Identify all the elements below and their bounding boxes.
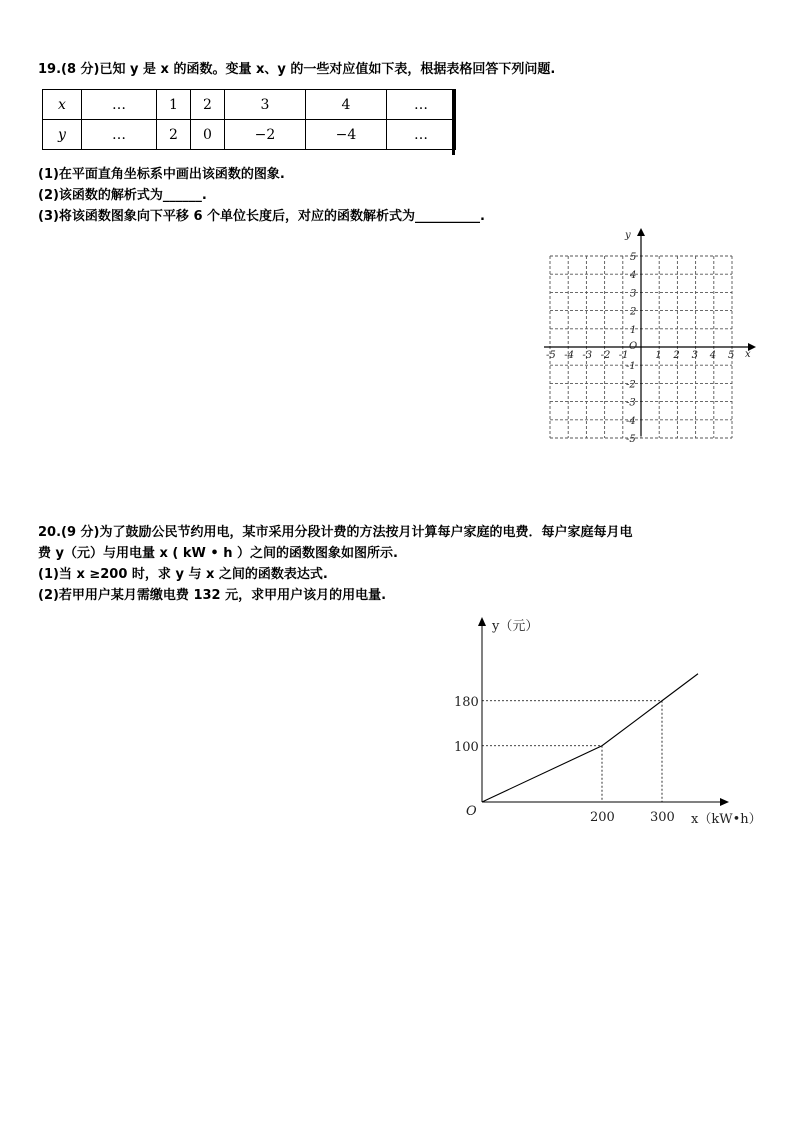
x-tick-label: -1 (618, 350, 629, 361)
y-tick-label: 1 (630, 324, 637, 336)
table-cell: −4 (306, 120, 387, 150)
table-cell: y (43, 120, 82, 150)
x-tick-label: 2 (673, 350, 680, 361)
q20-part-1: (1)当 x ≥200 时，求 y 与 x 之间的函数表达式. (38, 567, 328, 582)
x-tick-label: 300 (650, 810, 675, 825)
origin-label: O (629, 341, 638, 352)
y-tick-label: -3 (626, 397, 636, 409)
table-cell: 4 (306, 90, 387, 120)
q19-part-3: (3)将该函数图象向下平移 6 个单位长度后，对应的函数解析式为__________. (38, 209, 485, 224)
origin-label: O (466, 804, 477, 819)
x-tick-label: -2 (600, 350, 611, 361)
table-cell: 2 (191, 90, 225, 120)
x-axis-label: x (745, 349, 751, 360)
q19-title: 19.(8 分)已知 y 是 x 的函数。变量 x、y 的一些对应值如下表，根据表格回答下列问题. (38, 62, 556, 77)
series-line (482, 674, 698, 802)
y-axis-arrow-icon (478, 617, 486, 626)
table-right-border (452, 89, 455, 155)
y-tick-label: 2 (630, 306, 637, 318)
table-cell: 1 (157, 90, 191, 120)
q20-title-line-1: 20.(9 分)为了鼓励公民节约用电，某市采用分段计费的方法按月计算每户家庭的电费．每户家庭每月电 (38, 525, 633, 540)
y-tick-label: -1 (626, 361, 636, 373)
table-row-y (43, 120, 456, 150)
y-tick-label: 4 (630, 270, 637, 282)
table-cell: … (387, 120, 456, 150)
table-cell: 3 (225, 90, 306, 120)
x-tick-label: 5 (728, 350, 735, 361)
table-cell: … (82, 120, 157, 150)
table-cell: 0 (191, 120, 225, 150)
q19-part-2: (2)该函数的解析式为______. (38, 188, 207, 203)
x-tick-label: 4 (709, 350, 717, 361)
value-table (42, 89, 456, 150)
x-axis-label: x（kW•h） (691, 812, 762, 827)
x-tick-label: -5 (546, 350, 556, 361)
y-axis-label: y (625, 230, 631, 241)
q20-title-line-2: 费 y（元）与用电量 x ( kW • h ）之间的函数图象如图所示. (38, 546, 398, 561)
y-axis-arrow-icon (637, 228, 645, 236)
x-tick-label: 200 (590, 810, 615, 825)
y-tick-label: -5 (626, 434, 636, 445)
x-tick-label: 1 (655, 350, 662, 361)
table-cell: 2 (157, 120, 191, 150)
y-tick-label: 5 (630, 252, 637, 263)
coordinate-grid (540, 226, 765, 445)
y-axis-label: y（元） (492, 619, 539, 634)
x-tick-label: 3 (691, 350, 698, 361)
electricity-chart (450, 612, 770, 832)
x-tick-label: -4 (564, 350, 574, 361)
x-axis-arrow-icon (720, 798, 729, 806)
q19-part-1: (1)在平面直角坐标系中画出该函数的图象. (38, 167, 285, 182)
table-cell: x (43, 90, 82, 120)
y-tick-label: 180 (454, 694, 479, 710)
table-cell: … (82, 90, 157, 120)
y-tick-label: 100 (454, 739, 479, 755)
x-tick-label: -3 (582, 350, 593, 361)
y-tick-label: -4 (626, 415, 636, 427)
y-tick-label: 3 (630, 288, 637, 300)
table-cell: … (387, 90, 456, 120)
q20-part-2: (2)若甲用户某月需缴电费 132 元，求甲用户该月的用电量. (38, 588, 387, 603)
table-row-x (43, 90, 456, 120)
y-tick-label: -2 (626, 379, 636, 391)
table-cell: −2 (225, 120, 306, 150)
